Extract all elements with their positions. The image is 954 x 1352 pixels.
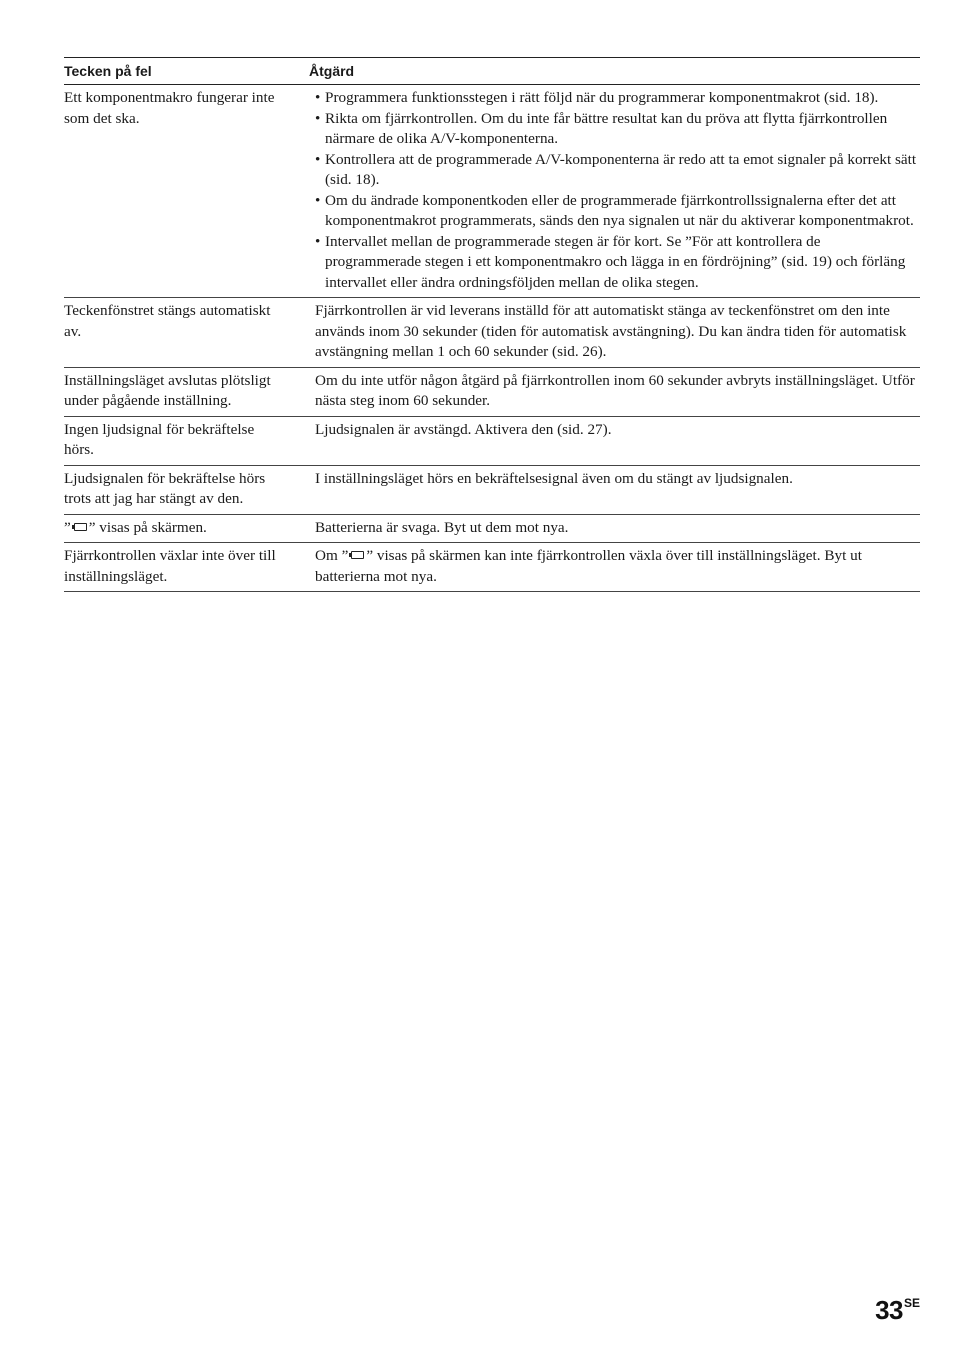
page-number bbox=[875, 1295, 920, 1326]
action-cell: Fjärrkontrollen är vid leverans inställd för att automatiskt stänga av teckenfönstret om den inte används inom 30 sekunder (tiden för automatisk avstängning). Du kan ändra tiden för automatisk avstängning mellan 1 och 60 sekunder (sid. 26). bbox=[315, 302, 907, 360]
table-row bbox=[64, 85, 920, 298]
table-row bbox=[64, 298, 920, 368]
list-item: • Kontrollera att de programmerade A/V-komponenterna är redo att ta emot signaler på korrekt sätt (sid. 18). bbox=[315, 150, 920, 191]
header-symptom: Tecken på fel bbox=[64, 63, 152, 79]
symptom-cell: Inställningsläget avslutas plötsligt under pågående inställning. bbox=[64, 371, 271, 409]
low-battery-icon bbox=[351, 551, 364, 559]
page-number-value: 33 bbox=[875, 1295, 903, 1325]
action-cell: Ljudsignalen är avstängd. Aktivera den (sid. 27). bbox=[315, 420, 612, 438]
list-item: • Programmera funktionsstegen i rätt följd när du programmerar komponentmakrot (sid. 18). bbox=[315, 88, 920, 109]
action-cell: Om du inte utför någon åtgärd på fjärrkontrollen inom 60 sekunder avbryts inställningsläget. Utför nästa steg inom 60 sekunder. bbox=[315, 371, 915, 409]
table-row bbox=[64, 466, 920, 515]
symptom-text-pre: ” bbox=[64, 518, 71, 536]
action-list bbox=[315, 88, 920, 293]
action-cell bbox=[300, 88, 920, 293]
action-cell: Batterierna är svaga. Byt ut dem mot nya. bbox=[315, 518, 569, 536]
list-item: • Om du ändrade komponentkoden eller de programmerade fjärrkontrollssignalerna efter det att komponentmakrot programmerats, sänds den nya signalen ut när du aktiverar komponentmakrot. bbox=[315, 191, 920, 232]
symptom-cell bbox=[64, 518, 300, 539]
symptom-cell: Teckenfönstret stängs automatiskt av. bbox=[64, 302, 271, 340]
action-text-pre: Om ” bbox=[315, 547, 349, 564]
troubleshooting-table bbox=[64, 57, 920, 592]
list-item: • Intervallet mellan de programmerade stegen är för kort. Se ”För att kontrollera de programmerade stegen i ett komponentmakro och lägga in en fördröjning” (sid. 19) och förläng intervallet eller ändra ordningsföljden mellan de olika stegen. bbox=[315, 232, 920, 294]
list-item: • Rikta om fjärrkontrollen. Om du inte får bättre resultat kan du pröva att flytta fjärrkontrollen närmare de olika A/V-komponenterna. bbox=[315, 109, 920, 150]
action-cell bbox=[300, 546, 920, 587]
table-row bbox=[64, 417, 920, 466]
symptom-cell: Ingen ljudsignal för bekräftelse hörs. bbox=[64, 420, 255, 458]
symptom-cell: Ett komponentmakro fungerar inte som det ska. bbox=[64, 89, 275, 127]
action-cell: I inställningsläget hörs en bekräftelsesignal även om du stängt av ljudsignalen. bbox=[315, 469, 793, 487]
low-battery-icon bbox=[74, 523, 87, 531]
symptom-text-post: ” visas på skärmen. bbox=[88, 518, 207, 536]
table-row bbox=[64, 515, 920, 544]
table-row bbox=[64, 543, 920, 592]
table-row bbox=[64, 368, 920, 417]
page-number-suffix: SE bbox=[903, 1296, 920, 1310]
header-action: Åtgärd bbox=[309, 63, 355, 79]
symptom-cell: Fjärrkontrollen växlar inte över till inställningsläget. bbox=[64, 547, 276, 585]
action-text-post: ” visas på skärmen kan inte fjärrkontrollen växla över till inställningsläget. Byt ut batterierna mot nya. bbox=[315, 547, 862, 585]
symptom-cell: Ljudsignalen för bekräftelse hörs trots att jag har stängt av den. bbox=[64, 469, 266, 507]
table-header bbox=[64, 58, 920, 85]
